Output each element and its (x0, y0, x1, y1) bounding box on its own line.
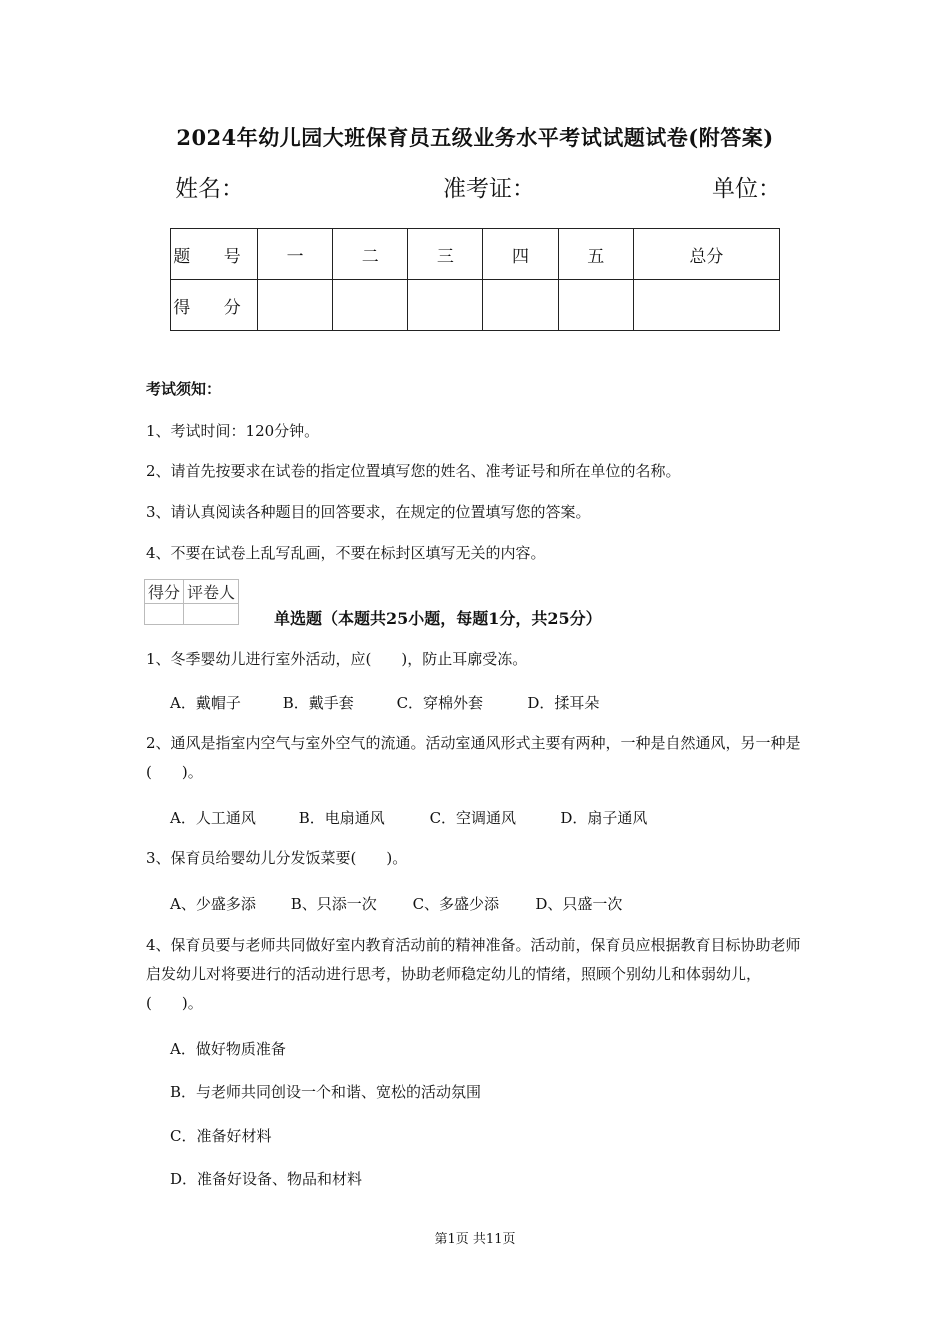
exam-id-label: 准考证： (443, 176, 535, 202)
option-d[interactable]: D．准备好设备、物品和材料 (170, 1170, 363, 1188)
question-1-options (170, 692, 599, 713)
notice-title: 考试须知： (146, 380, 222, 398)
grader-name-cell[interactable] (184, 604, 239, 625)
option-d[interactable]: D、只盛一次 (535, 895, 623, 913)
question-2-options (170, 807, 647, 828)
option-b[interactable]: B．电扇通风 (298, 809, 385, 827)
option-a[interactable]: A．做好物质准备 (170, 1040, 286, 1058)
question-2-text: 2、通风是指室内空气与室外空气的流通。活动室通风形式主要有两种，一种是自然通风，另一种是( )。 (146, 734, 801, 781)
column-2-header: 二 (333, 229, 408, 280)
option-b[interactable]: B、只添一次 (290, 895, 377, 913)
grader-score-label: 得分 (145, 580, 184, 604)
option-b[interactable]: B．与老师共同创设一个和谐、宽松的活动氛围 (170, 1083, 482, 1101)
option-b[interactable]: B．戴手套 (282, 694, 354, 712)
question-3-text: 3、保育员给婴幼儿分发饭菜要( )。 (146, 849, 408, 867)
question-1-text: 1、冬季婴幼儿进行室外活动，应( )，防止耳廓受冻。 (146, 650, 528, 668)
option-c[interactable]: C、多盛少添 (412, 895, 500, 913)
column-5-header: 五 (558, 229, 633, 280)
page-footer: 第1页 共11页 (434, 1232, 516, 1247)
option-c[interactable]: C．准备好材料 (170, 1127, 272, 1145)
score-cell-3[interactable] (408, 280, 483, 331)
score-table (170, 228, 780, 331)
option-a[interactable]: A、少盛多添 (170, 895, 256, 913)
notice-item: 1、考试时间：120分钟。 (146, 422, 320, 440)
score-cell-total[interactable] (633, 280, 779, 331)
column-3-header: 三 (408, 229, 483, 280)
question-3-options (170, 893, 622, 914)
notice-item: 2、请首先按要求在试卷的指定位置填写您的姓名、准考证号和所在单位的名称。 (146, 462, 681, 480)
score-cell-1[interactable] (258, 280, 333, 331)
header-row-label: 题 号 (171, 229, 258, 280)
grader-name-label: 评卷人 (184, 580, 239, 604)
score-row-label: 得 分 (171, 280, 258, 331)
option-c[interactable]: C．穿棉外套 (396, 694, 484, 712)
notice-item: 3、请认真阅读各种题目的回答要求，在规定的位置填写您的答案。 (146, 503, 591, 521)
score-cell-4[interactable] (483, 280, 558, 331)
grader-table (144, 579, 239, 625)
score-table-header-row (171, 229, 780, 280)
score-cell-2[interactable] (333, 280, 408, 331)
question-4-text: 4、保育员要与老师共同做好室内教育活动前的精神准备。活动前，保育员应根据教育目标协助老师启发幼儿对将要进行的活动进行思考，协助老师稳定幼儿的情绪，照顾个别幼儿和体弱幼儿，( )。 (146, 936, 801, 1012)
notice-item: 4、不要在试卷上乱写乱画，不要在标封区填写无关的内容。 (146, 544, 546, 562)
section-title: 单选题（本题共25小题，每题1分，共25分） (274, 609, 602, 628)
column-1-header: 一 (258, 229, 333, 280)
option-d[interactable]: D．扇子通风 (560, 809, 648, 827)
grader-score-cell[interactable] (145, 604, 184, 625)
column-total-header: 总分 (633, 229, 779, 280)
column-4-header: 四 (483, 229, 558, 280)
score-cell-5[interactable] (558, 280, 633, 331)
option-a[interactable]: A．戴帽子 (170, 694, 241, 712)
option-c[interactable]: C．空调通风 (429, 809, 517, 827)
option-a[interactable]: A．人工通风 (170, 809, 256, 827)
exam-title: 2024年幼儿园大班保育员五级业务水平考试试题试卷(附答案) (176, 125, 774, 150)
name-label: 姓名： (175, 176, 244, 202)
unit-label: 单位： (712, 176, 781, 202)
score-table-score-row (171, 280, 780, 331)
option-d[interactable]: D．揉耳朵 (527, 694, 600, 712)
